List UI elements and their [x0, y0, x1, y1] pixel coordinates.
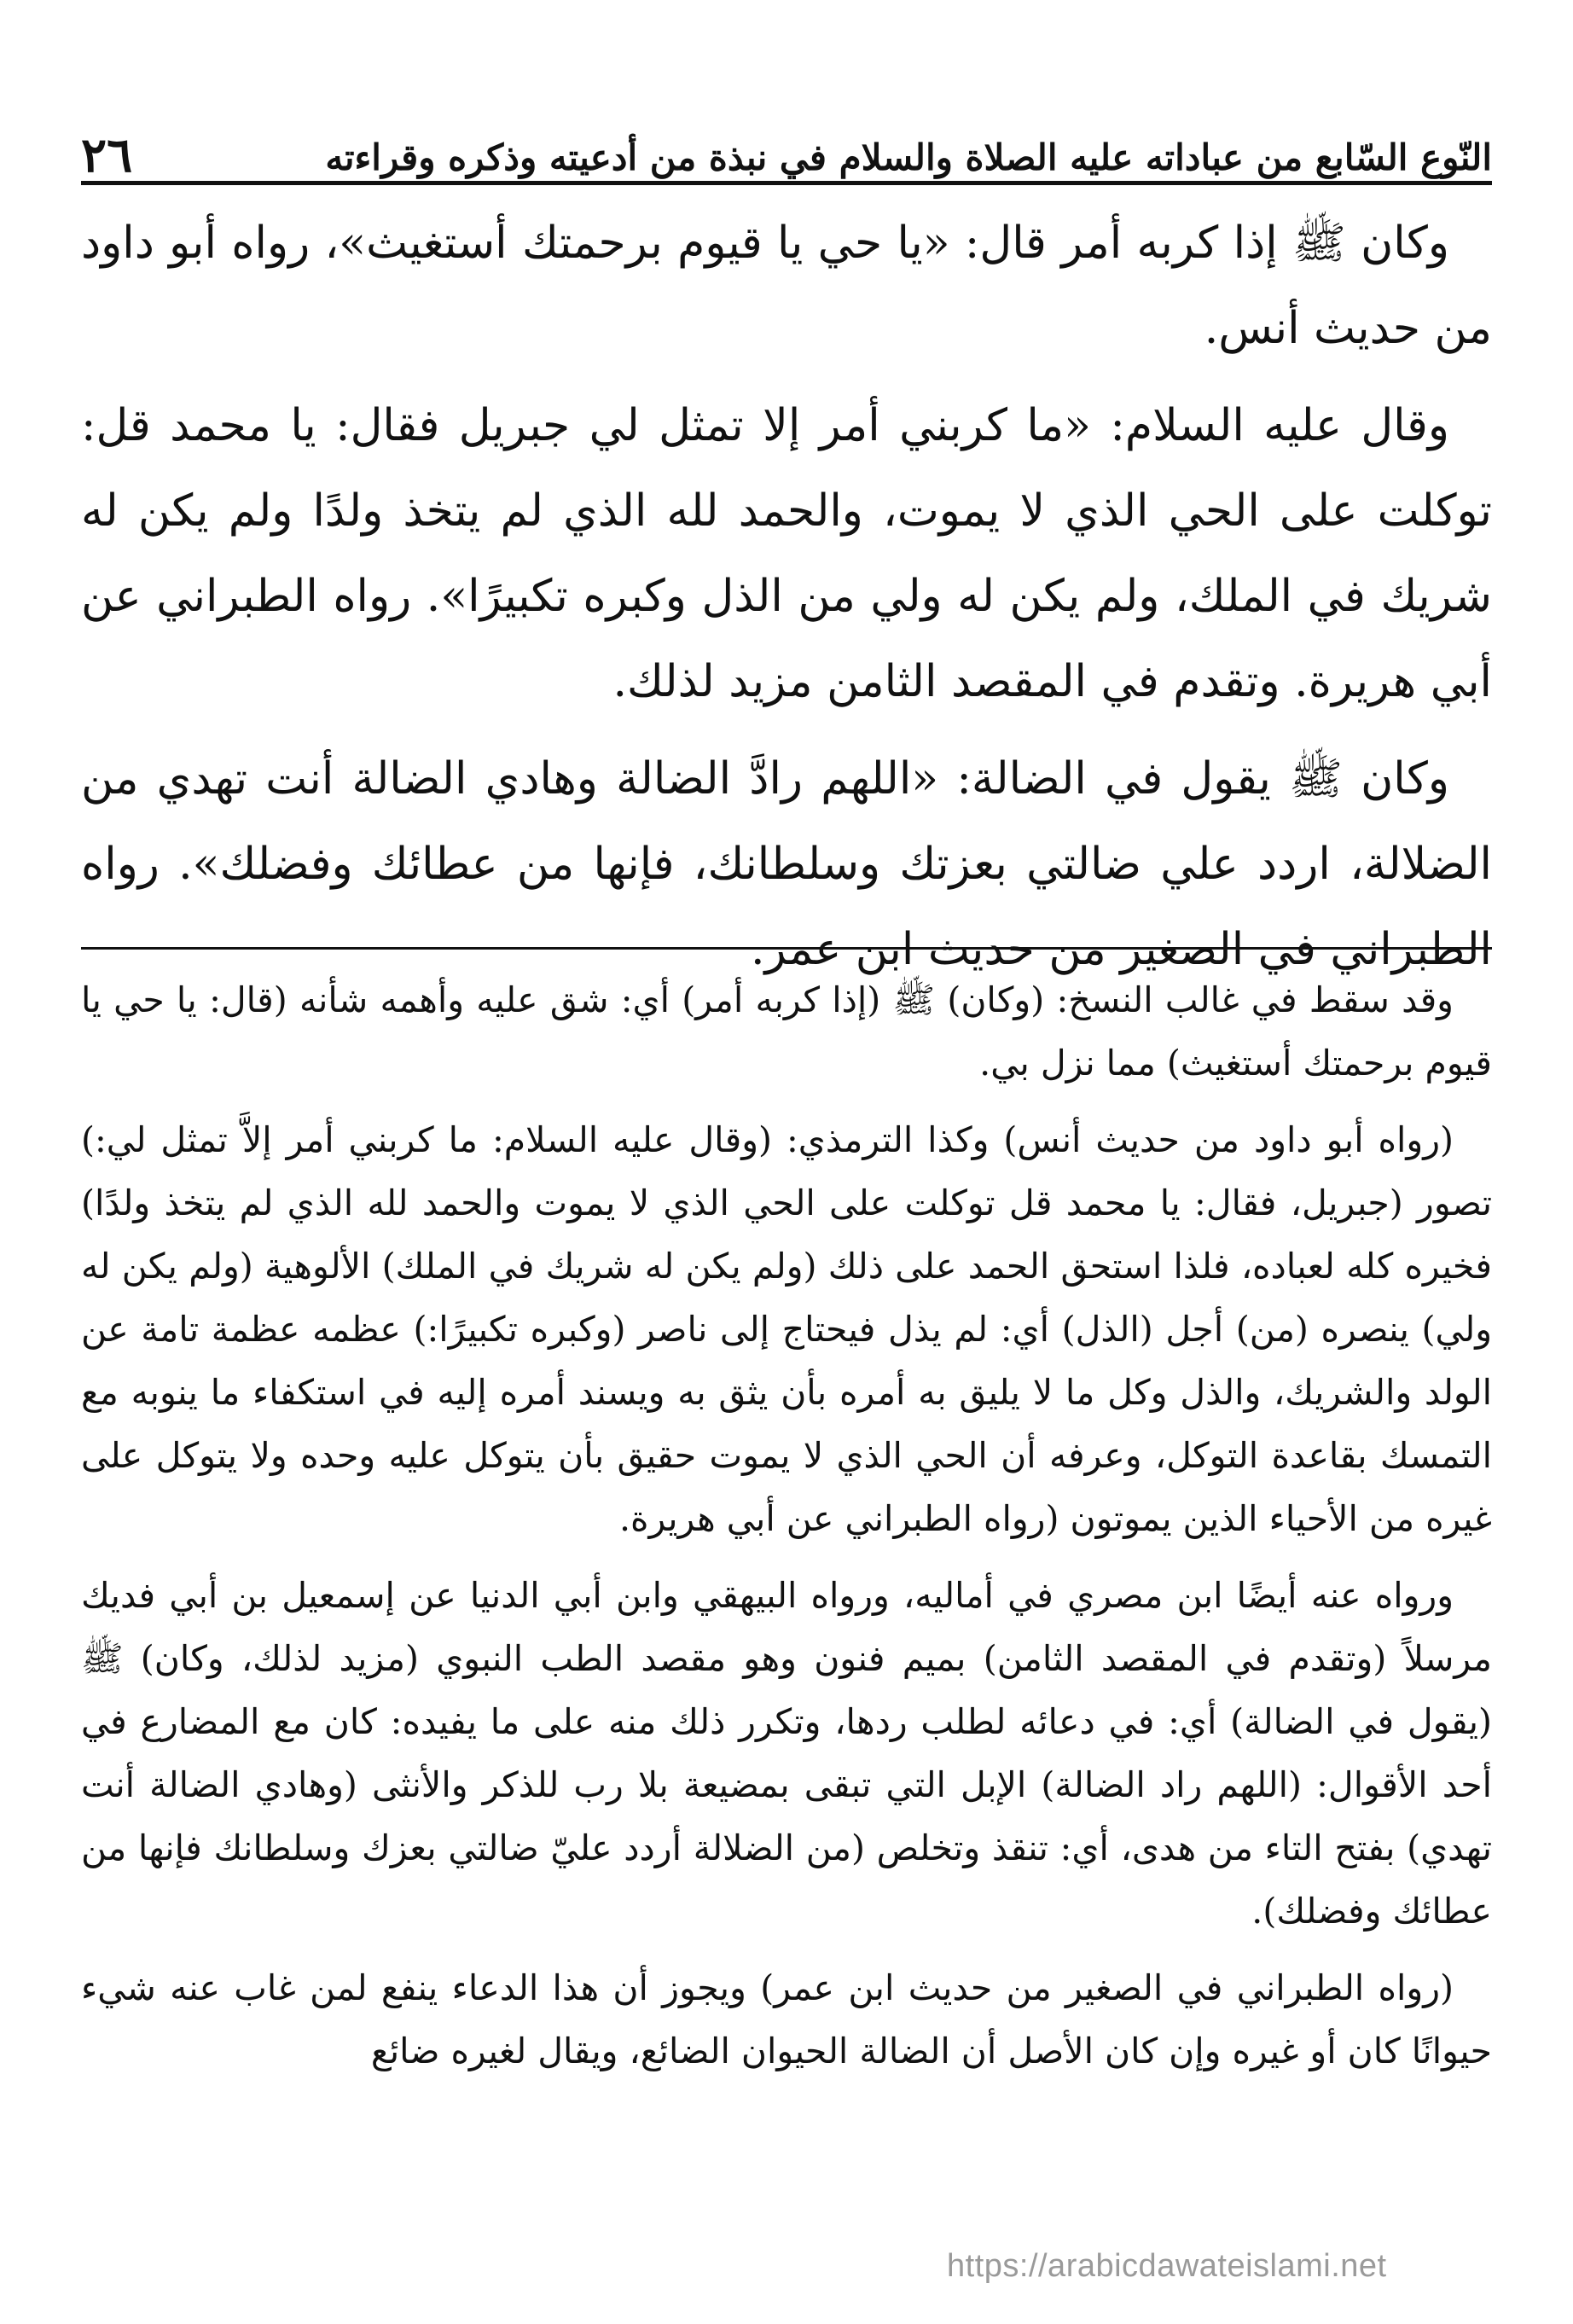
main-text	[81, 200, 1492, 1004]
commentary-paragraph: ورواه عنه أيضًا ابن مصري في أماليه، ورواه البيهقي وابن أبي الدنيا عن إسمعيل بن أبي فديك مرسلاً (وتقدم في المقصد الثامن) بميم فنون وهو مقصد الطب النبوي (مزيد لذلك، وكان) ﷺ (يقول في الضالة) أي: في دعائه لطلب ردها، وتكرر ذلك منه على ما يفيده: كان مع المضارع في أحد الأقوال: (اللهم راد الضالة) الإبل التي تبقى بمضيعة بلا رب للذكر والأنثى (وهادي الضالة أنت تهدي) بفتح التاء من هدى، أي: تنقذ وتخلص (من الضلالة أردد عليّ ضالتي بعزك وسلطانك فإنها من عطائك وفضلك).	[81, 1575, 1492, 1932]
header-rule	[81, 181, 1492, 185]
page-number: ٢٦	[81, 127, 133, 183]
main-paragraph: وقال عليه السلام: «ما كربني أمر إلا تمثل لي جبريل فقال: يا محمد قل: توكلت على الحي الذي لا يموت، والحمد لله الذي لم يتخذ ولدًا ولم يكن له شريك في الملك، ولم يكن له ولي من الذل وكبره تكبيرًا». رواه الطبراني عن أبي هريرة. وتقدم في المقصد الثامن مزيد لذلك.	[81, 400, 1492, 707]
watermark: https://arabicdawateislami.net	[947, 2248, 1387, 2284]
commentary-paragraph: (رواه الطبراني في الصغير من حديث ابن عمر) ويجوز أن هذا الدعاء ينفع لمن غاب عنه شيء حيوانًا كان أو غيره وإن كان الأصل أن الضالة الحيوان الضائع، ويقال لغيره ضائع	[81, 1967, 1492, 2071]
running-title: النّوع السّابع من عباداته عليه الصلاة والسلام في نبذة من أدعيته وذكره وقراءته	[325, 136, 1492, 178]
main-paragraph: وكان ﷺ إذا كربه أمر قال: «يا حي يا قيوم برحمتك أستغيث»، رواه أبو داود من حديث أنس.	[81, 218, 1492, 354]
commentary-text	[81, 968, 1492, 2096]
commentary-paragraph: وقد سقط في غالب النسخ: (وكان) ﷺ (إذا كربه أمر) أي: شق عليه وأهمه شأنه (قال: يا حي يا قيوم برحمتك أستغيث) مما نزل بي.	[81, 979, 1492, 1084]
commentary-paragraph: (رواه أبو داود من حديث أنس) وكذا الترمذي: (وقال عليه السلام: ما كربني أمر إلاَّ تمثل لي:) تصور (جبريل، فقال: يا محمد قل توكلت على الحي الذي لا يموت والحمد لله الذي لم يتخذ ولدًا) فخيره كله لعباده، فلذا استحق الحمد على ذلك (ولم يكن له شريك في الملك) الألوهية (ولم يكن له ولي) ينصره (من) أجل (الذل) أي: لم يذل فيحتاج إلى ناصر (وكبره تكبيرًا:) عظمه عظمة تامة عن الولد والشريك، والذل وكل ما لا يليق به أمره بأن يثق به ويسند أمره إليه في استكفاء ما ينوبه مع التمسك بقاعدة التوكل، وعرفه أن الحي الذي لا يموت حقيق بأن يتوكل عليه وحده ولا يتوكل على غيره من الأحياء الذين يموتون (رواه الطبراني عن أبي هريرة.	[81, 1119, 1492, 1539]
main-paragraph: وكان ﷺ يقول في الضالة: «اللهم رادَّ الضالة وهادي الضالة أنت تهدي من الضلالة، اردد علي ضالتي بعزتك وسلطانك، فإنها من عطائك وفضلك». رواه الطبراني في الصغير من حديث ابن عمر.	[81, 753, 1492, 975]
footnote-separator	[81, 947, 1492, 950]
page-header	[81, 111, 1492, 183]
